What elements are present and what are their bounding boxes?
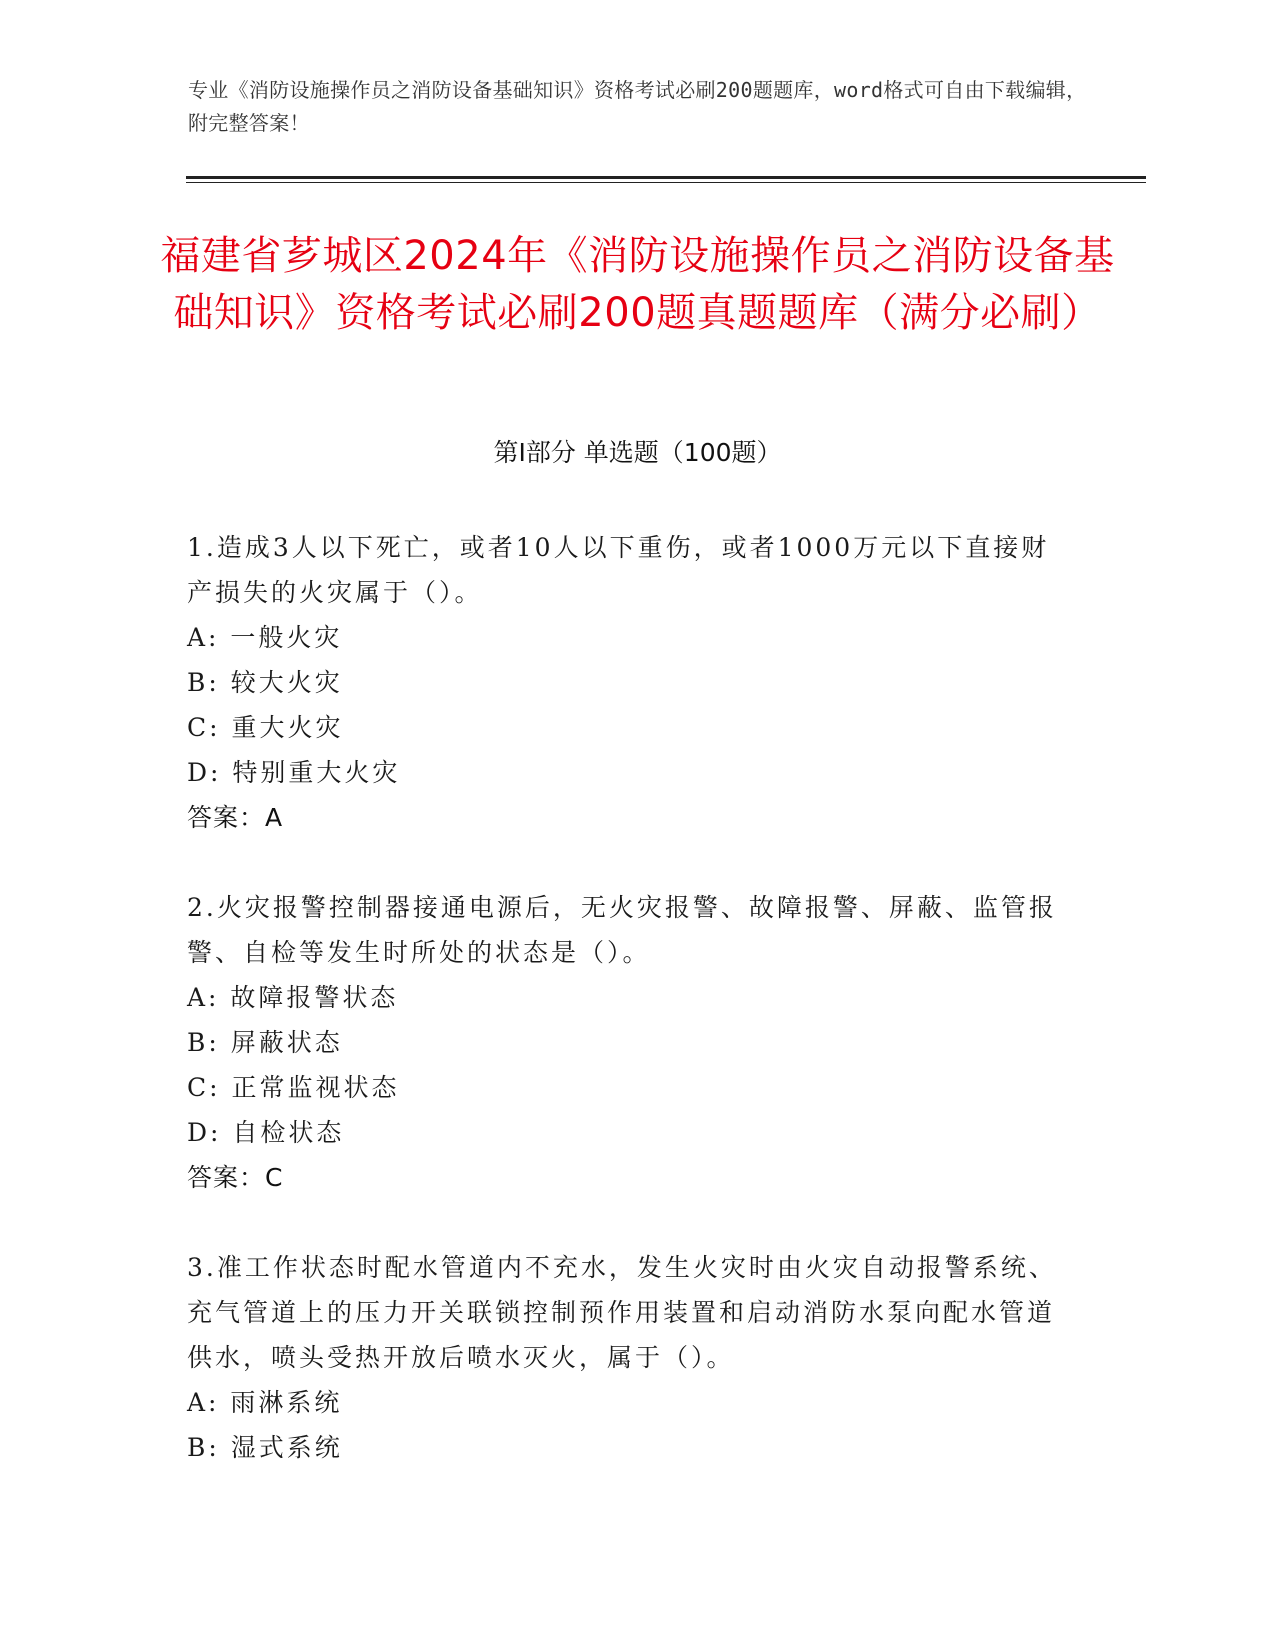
header-divider-thick bbox=[186, 176, 1146, 179]
option-d: D: 特别重大火灾 bbox=[187, 758, 401, 787]
question-1 bbox=[187, 525, 1067, 840]
document-title: 福建省芗城区2024年《消防设施操作员之消防设备基础知识》资格考试必刷200题真题题库（满分必刷） bbox=[160, 233, 1115, 336]
header-divider-thin bbox=[186, 182, 1146, 183]
option-b: B: 屏蔽状态 bbox=[187, 1028, 343, 1057]
question-list bbox=[187, 525, 1067, 1515]
question-stem: 2.火灾报警控制器接通电源后，无火灾报警、故障报警、屏蔽、监管报警、自检等发生时所处的状态是（）。 bbox=[187, 893, 1057, 967]
option-c: C: 重大火灾 bbox=[187, 713, 344, 742]
answer-text: 答案：A bbox=[187, 803, 284, 832]
question-stem: 1.造成3人以下死亡，或者10人以下重伤，或者1000万元以下直接财产损失的火灾属于（）。 bbox=[187, 533, 1050, 607]
option-b: B: 湿式系统 bbox=[187, 1433, 343, 1462]
question-3 bbox=[187, 1245, 1067, 1470]
option-a: A: 雨淋系统 bbox=[187, 1388, 343, 1417]
option-a: A: 故障报警状态 bbox=[187, 983, 399, 1012]
option-a: A: 一般火灾 bbox=[187, 623, 343, 652]
question-stem: 3.准工作状态时配水管道内不充水，发生火灾时由火灾自动报警系统、充气管道上的压力开关联锁控制预作用装置和启动消防水泵向配水管道供水，喷头受热开放后喷水灭火，属于（）。 bbox=[187, 1253, 1057, 1372]
header-note: 专业《消防设施操作员之消防设备基础知识》资格考试必刷200题题库，word格式可自由下载编辑，附完整答案！ bbox=[188, 78, 1087, 135]
option-b: B: 较大火灾 bbox=[187, 668, 343, 697]
section-title: 第I部分 单选题（100题） bbox=[493, 438, 782, 467]
question-2 bbox=[187, 885, 1067, 1200]
option-c: C: 正常监视状态 bbox=[187, 1073, 400, 1102]
answer-text: 答案：C bbox=[187, 1163, 284, 1192]
option-d: D: 自检状态 bbox=[187, 1118, 345, 1147]
